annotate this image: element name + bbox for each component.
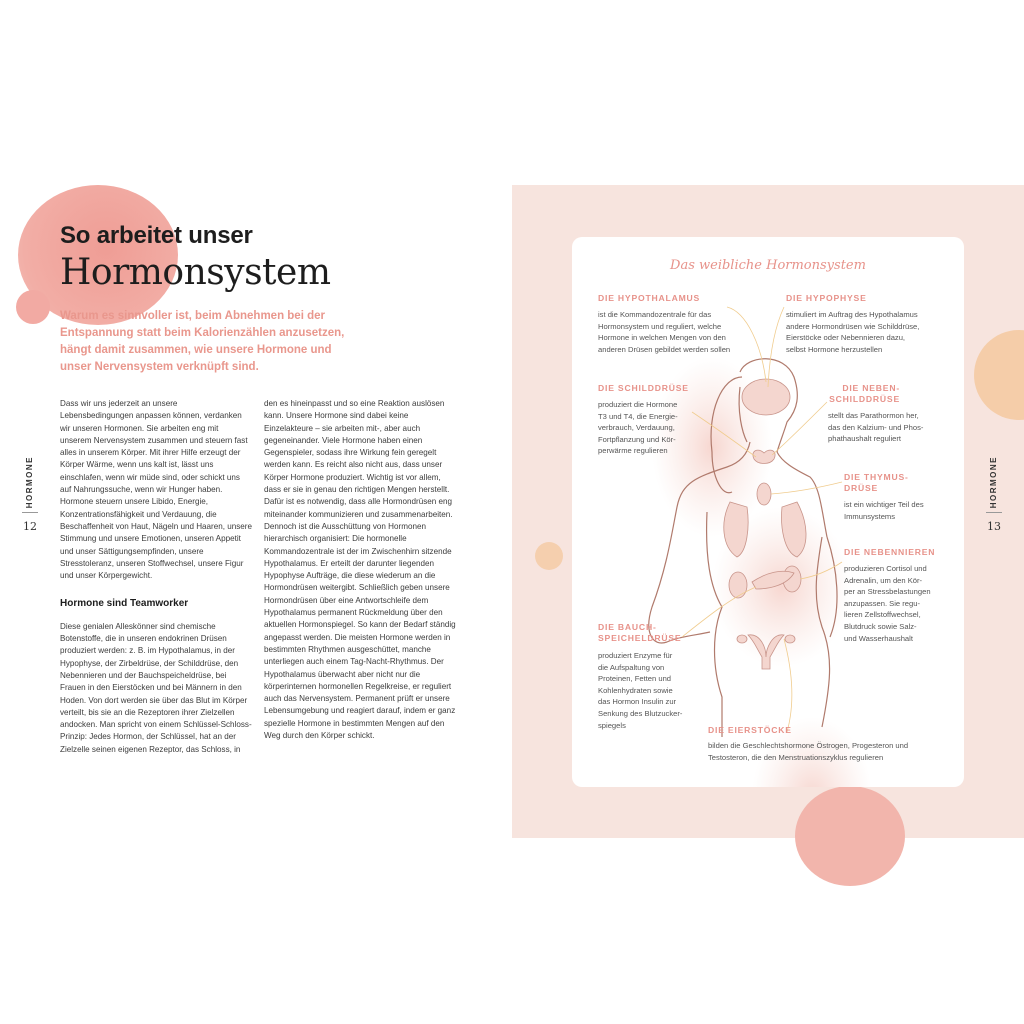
decorative-dot-orange (535, 542, 563, 570)
label-thymus: DIE THYMUS- DRÜSE (844, 472, 909, 493)
thymus-icon (757, 483, 771, 505)
diagram-title: Das weibliche Hormonsystem (670, 258, 866, 273)
page-number: 13 (987, 520, 1001, 533)
paragraph: Diese genialen Alleskönner sind chemische Botenstoffe, die in unseren endokrinen Drüsen produziert werden: z. B. im Hypothalamus, in der Hypophyse, der Zirbeldrüse, der Schilddrüse, den Nebennieren und der Bauchspeicheldrüse, bei Frauen in den Eierstöcken und bei Männern in den Hoden. Von dort werden sie über das Blut im Körper verteilt, bis sie an die Rezeptoren ihrer Zielzellen andocken. Man spricht von einem Schlüssel-Schloss-Prinzip: Jedes Hormon, der Schlüssel, hat an der Zielzelle seinen eigenen Rezeptor, das Schloss, in (60, 621, 252, 754)
page-title-line1: So arbeitet unser (60, 222, 253, 249)
decorative-dot-pink (16, 290, 50, 324)
ovary-left-icon (737, 635, 747, 643)
label-eierstoecke: DIE EIERSTÖCKE (708, 725, 792, 735)
divider (986, 512, 1002, 513)
text-thymus: ist ein wichtiger Teil des Immunsystems (844, 500, 924, 521)
label-hypothalamus: DIE HYPOTHALAMUS (598, 293, 701, 303)
side-section-label: HORMONE (989, 456, 998, 509)
page-number: 12 (23, 520, 37, 533)
divider (22, 512, 38, 513)
text-bauchspeicheldruese: produziert Enzyme für die Aufspaltung von Proteinen, Fetten und Kohlenhydraten sowie das Hormon Insulin zur Senkung des Blutzucker- spiegels (598, 651, 683, 730)
label-schilddruese: DIE SCHILDDRÜSE (598, 383, 689, 393)
text-nebenschilddruese: stellt das Parathormon her, das den Kalzium- und Phos- phathaushalt reguliert (828, 411, 924, 444)
text-hypophyse: stimuliert im Auftrag des Hypothalamus andere Hormondrüsen wie Schilddrüse, Eierstöcke oder Nebennieren dazu, selbst Hormone herzustellen (786, 310, 920, 354)
decorative-blob-pink-bottom (795, 786, 905, 886)
paragraph: Dass wir uns jederzeit an unsere Lebensbedingungen anpassen können, verdanken wir unseren Hormonen. Sie arbeiten eng mit unserem Nervensystem zusammen und steuern fast alles in unserem Körper. Mit ihrer Hilfe erzeugt der Körper Wärme, wenn uns kalt ist, lässt uns einschlafen, wenn wir müde sind, oder schickt uns auf Nahrungssuche, wenn wir Hunger haben. Hormone steuern unsere Libido, Energie, Konzentrationsfähigkeit und Verdauung, die Beschaffenheit von Haut, Nägeln und Haaren, unsere Stimmung und unsere Emotionen, unseren Appetit und unser Sättigungsempfinden, unsere Stresstoleranz, unseren Stoffwechsel, unsere Figur und unser Körpergewicht. (60, 399, 252, 581)
paragraph: den es hineinpasst und so eine Reaktion auslösen kann. Unsere Hormone sind dabei keine Einzelakteure – sie arbeiten mit-, aber auch gegeneinander. Viele Hormone haben einen Gegenspieler, sodass ihre Wirkung fein geregelt werden kann. Es reicht also nicht aus, dass unser Körper Hormone produziert. Wichtig ist vor allem, dass er sie in genau den richtigen Mengen herstellt. Dafür ist es notwendig, dass alle Hormondrüsen eng miteinander kommunizieren und zusammenarbeiten. Dennoch ist die Ausschüttung von Hormonen hierarchisch organisiert: Die hormonelle Kommandozentrale ist der im Zwischenhirn sitzende Hypothalamus. Er erteilt der darunter liegenden Hypophyse Aufträge, die diese wiederum an die Hormondrüsen weitergibt. Schließlich geben unsere Hormondrüsen über eine Antwortschleife dem Hypothalamus permanent Rückmeldung über den aktuellen Hormonspiegel. So kann der Bedarf ständig angepasst werden. Die meisten Hormone werden in bestimmten Rhythmen ausgeschüttet, manche unterliegen auch einem Tag-Nacht-Rhythmus. Der Hypothalamus überwacht aber nicht nur die körperinternen hormonellen Regelkreise, er reguliert auch das Nervensystem. Permanent prüft er unsere Lebensumgebung und reagiert darauf, indem er ganz spezielle Hormone in bestimmten Mengen auf den Weg durch den Körper schickt. (264, 399, 456, 741)
text-hypothalamus: ist die Kommandozentrale für das Hormonsystem und reguliert, welche Hormone in welchen Mengen von den anderen Drüsen gebildet werden sollen (598, 310, 731, 354)
subheading: Hormone sind Teamworker (60, 598, 189, 610)
label-bauchspeicheldruese: DIE BAUCH- SPEICHELDRÜSE (598, 622, 682, 643)
text-column-2 (264, 398, 456, 754)
text-eierstoecke: bilden die Geschlechtshormone Östrogen, Progesteron und Testosteron, die den Menstruationszyklus regulieren (708, 741, 909, 762)
ovary-right-icon (785, 635, 795, 643)
label-hypophyse: DIE HYPOPHYSE (786, 293, 867, 303)
brain-icon (742, 379, 790, 415)
kidney-left-icon (729, 572, 747, 598)
text-nebennieren: produzieren Cortisol und Adrenalin, um den Kör- per an Stressbelastungen anzupassen. Sie regu- lieren Zellstoffwechsel, Blutdruck sowie Salz- und Wasserhaushalt (844, 564, 931, 643)
side-section-label: HORMONE (25, 456, 34, 509)
lead-paragraph: Warum es sinnvoller ist, beim Abnehmen bei der Entspannung statt beim Kalorienzählen anzusetzen, hängt damit zusammen, wie unsere Hormone und unser Nervensystem verknüpft sind. (60, 310, 345, 373)
text-column-1 (60, 398, 252, 768)
label-nebenschilddruese: DIE NEBEN- SCHILDDRÜSE (829, 383, 900, 404)
label-nebennieren: DIE NEBENNIEREN (844, 547, 936, 557)
page-title-line2: Hormonsystem (60, 252, 331, 293)
text-schilddruese: produziert die Hormone T3 und T4, die Energie- verbrauch, Verdauung, Fortpflanzung und Kör- perwärme regulieren (598, 400, 678, 456)
